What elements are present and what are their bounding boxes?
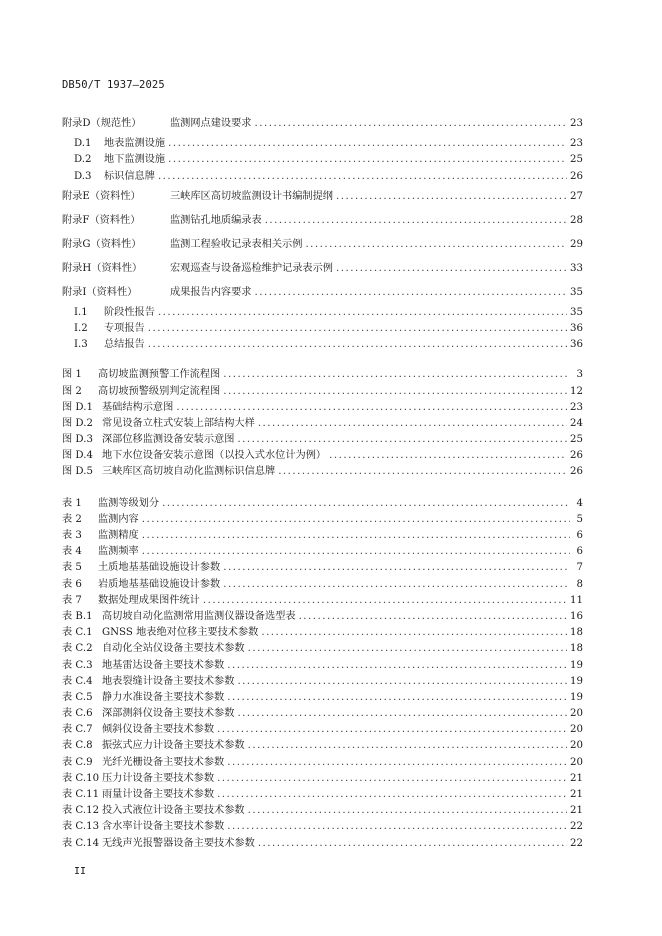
toc-dot-leader (142, 544, 570, 560)
toc-table-entry[interactable] (62, 560, 583, 576)
toc-entry-number: 表 C.4 (62, 675, 93, 687)
toc-entry-page: 24 (570, 417, 583, 429)
toc-entry-label (62, 281, 252, 305)
toc-entry-page: 6 (576, 530, 583, 541)
toc-dot-leader (223, 367, 570, 383)
toc-dot-leader (223, 577, 570, 593)
toc-entry-page: 8 (576, 578, 583, 590)
toc-appendix-entry[interactable] (62, 281, 583, 305)
toc-entry-title: 三峡库区高切坡自动化监测标识信息牌 (102, 466, 276, 478)
toc-entry-number: 表 3 (62, 530, 82, 541)
toc-entry-label (62, 641, 245, 657)
toc-dot-leader (158, 169, 567, 185)
toc-entry-number: 表 7 (62, 594, 82, 606)
toc-entry-number: 附录D（规范性） (62, 118, 142, 129)
toc-appendix-entry[interactable] (62, 209, 583, 233)
toc-entry-label (62, 233, 302, 257)
toc-entry-label (62, 416, 255, 432)
toc-entry-title: 地基雷达设备主要技术参数 (102, 659, 225, 671)
toc-appendix-entry[interactable] (62, 185, 583, 209)
toc-entry-title: 常见设备立柱式安装上部结构大样 (102, 417, 255, 429)
toc-entry-number: 表 6 (62, 578, 82, 590)
toc-appendix-entry[interactable] (62, 233, 583, 257)
toc-entry-page: 33 (570, 262, 583, 274)
toc-table-entry[interactable] (62, 495, 583, 511)
toc-entry-title: 监测频率 (98, 546, 139, 558)
toc-entry-page: 7 (576, 562, 583, 574)
toc-entry-title: 地下水位设备安装示意图（以投入式水位计为例） (102, 450, 327, 462)
toc-figure-entry[interactable] (62, 432, 583, 448)
toc-entry-label (62, 658, 224, 674)
toc-entry-number: 表 C.3 (62, 659, 93, 671)
toc-entry-number: 表 C.5 (62, 691, 93, 703)
toc-entry-label (62, 185, 333, 209)
toc-entry-number: 图 D.2 (62, 417, 93, 429)
toc-entry-label (62, 836, 255, 852)
toc-entry-number: 图 D.5 (62, 466, 93, 478)
toc-dot-leader (158, 305, 567, 321)
toc-entry-number: D.1 (74, 138, 92, 150)
toc-entry-title: 监测钻孔地质编录表 (170, 214, 262, 226)
toc-entry-title: 含水率计设备主要技术参数 (102, 821, 225, 833)
toc-dot-leader (168, 136, 567, 152)
toc-entry-title: 深部测斜仪设备主要技术参数 (102, 708, 235, 720)
toc-entry-number: 表 C.7 (62, 724, 93, 736)
toc-entry-title: 阶段性报告 (104, 306, 155, 318)
toc-entry-label (62, 305, 155, 321)
toc-entry-label (62, 625, 258, 641)
toc-entry-number: 表 C.6 (62, 708, 93, 720)
toc-figure-entry[interactable] (62, 367, 583, 383)
toc-entry-label (62, 722, 214, 738)
toc-dot-leader (237, 674, 567, 690)
toc-entry-page: 25 (570, 154, 583, 166)
toc-entry-title: 深部位移监测设备安装示意图 (102, 434, 235, 446)
toc-entry-label (62, 803, 245, 819)
toc-entry-page: 18 (570, 643, 583, 655)
toc-table-entry[interactable] (62, 819, 583, 835)
toc-entry-number: 表 4 (62, 546, 82, 558)
toc-entry-title: 总结报告 (104, 339, 145, 351)
toc-entry-number: 表 C.10 (62, 772, 100, 784)
toc-entry-page: 36 (570, 339, 583, 351)
toc-entry-title: 压力计设备主要技术参数 (102, 772, 215, 784)
toc-dot-leader (258, 836, 567, 852)
toc-entry-title: 基础结构示意图 (102, 401, 174, 413)
toc-entry-label (62, 152, 165, 168)
toc-subsection-entry[interactable] (62, 337, 583, 353)
toc-entry-label (62, 771, 214, 787)
toc-entry-number: 表 C.12 (62, 805, 100, 817)
toc-dot-leader (237, 432, 567, 448)
toc-entry-label (62, 593, 200, 609)
toc-entry-page: 21 (570, 772, 583, 784)
toc-entry-label (62, 819, 224, 835)
toc-entry-label (62, 512, 139, 528)
toc-entry-page: 16 (570, 610, 583, 622)
toc-entry-title: 专项报告 (104, 322, 145, 334)
toc-table-entry[interactable] (62, 576, 583, 592)
toc-entry-label (62, 384, 220, 400)
toc-entry-title: 监测等级划分 (98, 497, 160, 509)
toc-entry-title: 雨量计设备主要技术参数 (102, 789, 215, 800)
toc-entry-label (62, 321, 145, 337)
toc-entry-page: 20 (570, 756, 583, 768)
toc-entry-title: 无线声光报警器设备主要技术参数 (102, 837, 255, 849)
toc-figure-entry[interactable] (62, 448, 583, 464)
toc-dot-leader (227, 755, 567, 771)
toc-entry-page: 21 (570, 805, 583, 817)
toc-table-entry[interactable] (62, 706, 583, 722)
toc-dot-leader (148, 337, 567, 353)
toc-entry-title: 高切坡监测预警工作流程图 (98, 369, 221, 381)
toc-dot-leader (299, 609, 567, 625)
toc-entry-title: 监测网点建设要求 (170, 118, 252, 129)
toc-entry-number: 表 C.14 (62, 837, 100, 849)
toc-entry-page: 23 (570, 401, 583, 413)
toc-table-entry[interactable] (62, 609, 583, 625)
toc-table-entry[interactable] (62, 803, 583, 819)
toc-dot-leader (142, 512, 570, 528)
toc-entry-label (62, 169, 155, 185)
toc-entry-page: 35 (570, 306, 583, 318)
toc-table-entry[interactable] (62, 544, 583, 560)
toc-figure-entry[interactable] (62, 383, 583, 399)
toc-subsection-entry[interactable] (62, 321, 583, 337)
toc-entry-label (62, 496, 159, 512)
toc-entry-page: 26 (570, 450, 583, 462)
toc-dot-leader (265, 209, 567, 233)
toc-entry-number: 图 D.4 (62, 450, 93, 462)
toc-entry-title: 高切坡自动化监测常用监测仪器设备选型表 (102, 610, 296, 622)
toc-table-entry[interactable] (62, 787, 583, 803)
toc-entry-page: 23 (570, 138, 583, 150)
toc-dot-leader (248, 803, 567, 819)
toc-dot-leader (223, 384, 567, 400)
toc-entry-number: 附录I（资料性） (62, 286, 138, 298)
toc-entry-label (62, 112, 252, 136)
toc-entry-number: 图 D.1 (62, 401, 93, 413)
toc-figure-entry[interactable] (62, 464, 583, 480)
toc-dot-leader (261, 625, 567, 641)
toc-subsection-entry[interactable] (62, 168, 583, 184)
toc-entry-number: 表 C.13 (62, 821, 100, 833)
toc-table-entry[interactable] (62, 674, 583, 690)
toc-entry-number: 图 D.3 (62, 434, 93, 446)
toc-entry-label (62, 367, 220, 383)
toc-entry-page: 27 (570, 190, 583, 202)
document-code-header: DB50/T 1937—2025 (62, 79, 165, 91)
toc-entry-page: 4 (576, 497, 583, 509)
toc-entry-number: 附录G（资料性） (62, 238, 142, 250)
toc-entry-label (62, 577, 220, 593)
toc-entry-title: 三峡库区高切坡监测设计书编制提纲 (170, 190, 333, 202)
toc-entry-page: 20 (570, 740, 583, 752)
toc-appendix-entry[interactable] (62, 257, 583, 281)
toc-entry-label (62, 400, 173, 416)
toc-dot-leader (336, 257, 567, 281)
toc-dot-leader (148, 321, 567, 337)
toc-entry-page: 28 (570, 214, 583, 226)
toc-dot-leader (278, 464, 567, 480)
toc-entry-page: 29 (570, 238, 583, 250)
toc-dot-leader (217, 722, 567, 738)
toc-entry-title: 自动化全站仪设备主要技术参数 (102, 643, 245, 655)
toc-entry-title: 地表监测设施 (104, 138, 166, 150)
toc-entry-page: 36 (570, 322, 583, 334)
toc-dot-leader (255, 281, 568, 305)
toc-dot-leader (248, 738, 567, 754)
appendix-list (62, 112, 583, 353)
toc-entry-number: 图 1 (62, 369, 82, 381)
toc-entry-label (62, 432, 234, 448)
toc-dot-leader (217, 787, 567, 803)
toc-entry-label (62, 690, 224, 706)
toc-figure-entry[interactable] (62, 416, 583, 432)
toc-entry-label (62, 337, 145, 353)
toc-entry-title: 监测内容 (98, 513, 139, 525)
toc-entry-number: 表 C.11 (62, 789, 100, 800)
toc-entry-number: 表 C.1 (62, 627, 93, 639)
toc-entry-page: 11 (570, 594, 583, 606)
toc-entry-number: 表 C.9 (62, 756, 93, 768)
toc-dot-leader (176, 400, 567, 416)
toc-entry-label (62, 257, 333, 281)
toc-entry-number: 表 5 (62, 562, 82, 574)
toc-entry-label (62, 209, 262, 233)
toc-entry-page: 23 (570, 118, 583, 129)
toc-subsection-entry[interactable] (62, 136, 583, 152)
toc-entry-page: 18 (570, 627, 583, 639)
toc-entry-page: 19 (570, 691, 583, 703)
toc-entry-number: I.1 (74, 306, 88, 318)
table-list (62, 495, 583, 851)
toc-entry-title: 光纤光栅设备主要技术参数 (102, 756, 225, 768)
toc-entry-page: 20 (570, 708, 583, 720)
toc-entry-number: 表 1 (62, 497, 82, 509)
toc-entry-label (62, 755, 224, 771)
toc-table-entry[interactable] (62, 528, 583, 544)
toc-dot-leader (329, 448, 567, 464)
toc-entry-title: 监测工程验收记录表相关示例 (170, 238, 303, 250)
toc-entry-title: 地下监测设施 (104, 154, 166, 166)
toc-entry-number: 附录F（资料性） (62, 214, 141, 226)
toc-entry-title: 成果报告内容要求 (170, 286, 252, 298)
toc-entry-label (62, 609, 296, 625)
table-of-contents (62, 112, 583, 852)
page-number: II (74, 866, 87, 877)
toc-entry-title: 投入式液位计设备主要技术参数 (102, 805, 245, 817)
toc-dot-leader (227, 658, 567, 674)
toc-entry-number: D.2 (74, 154, 92, 166)
toc-entry-page: 22 (570, 821, 583, 833)
toc-dot-leader (248, 641, 567, 657)
toc-entry-number: D.3 (74, 170, 92, 182)
toc-appendix-entry[interactable] (62, 112, 583, 136)
toc-dot-leader (336, 185, 567, 209)
toc-dot-leader (223, 560, 570, 576)
toc-entry-title: 监测精度 (98, 530, 139, 541)
toc-entry-page: 26 (570, 466, 583, 478)
toc-dot-leader (255, 112, 568, 136)
toc-subsection-entry[interactable] (62, 305, 583, 321)
toc-entry-page: 5 (576, 513, 583, 525)
toc-dot-leader (162, 496, 570, 512)
toc-table-entry[interactable] (62, 835, 583, 851)
toc-entry-label (62, 787, 214, 803)
toc-table-entry[interactable] (62, 722, 583, 738)
toc-entry-label (62, 464, 275, 480)
toc-entry-label (62, 674, 234, 690)
toc-table-entry[interactable] (62, 657, 583, 673)
toc-entry-page: 6 (576, 546, 583, 558)
toc-table-entry[interactable] (62, 593, 583, 609)
toc-dot-leader (168, 152, 567, 168)
toc-table-entry[interactable] (62, 754, 583, 770)
toc-entry-title: 岩质地基基础设施设计参数 (98, 578, 221, 590)
toc-entry-page: 25 (570, 434, 583, 446)
toc-entry-label (62, 448, 326, 464)
toc-dot-leader (142, 528, 570, 544)
toc-entry-number: 附录E（资料性） (62, 190, 141, 202)
toc-subsection-entry[interactable] (62, 152, 583, 168)
toc-entry-number: 表 C.8 (62, 740, 93, 752)
toc-entry-label (62, 738, 245, 754)
toc-dot-leader (217, 771, 567, 787)
toc-entry-label (62, 528, 139, 544)
toc-entry-page: 20 (570, 724, 583, 736)
toc-entry-title: 高切坡预警级别判定流程图 (98, 385, 221, 397)
toc-entry-number: I.3 (74, 339, 88, 351)
toc-entry-title: 数据处理成果图件统计 (98, 594, 200, 606)
toc-entry-page: 3 (576, 369, 583, 381)
toc-table-entry[interactable] (62, 625, 583, 641)
toc-entry-page: 19 (570, 659, 583, 671)
toc-entry-page: 26 (570, 170, 583, 182)
toc-entry-title: 静力水准设备主要技术参数 (102, 691, 225, 703)
toc-dot-leader (203, 593, 567, 609)
toc-entry-title: 标识信息牌 (104, 170, 155, 182)
toc-entry-page: 22 (570, 837, 583, 849)
toc-table-entry[interactable] (62, 512, 583, 528)
toc-entry-page: 19 (570, 675, 583, 687)
toc-entry-title: 宏观巡查与设备巡检维护记录表示例 (170, 262, 333, 274)
toc-entry-number: 附录H（资料性） (62, 262, 143, 274)
toc-entry-label (62, 136, 165, 152)
toc-entry-number: 表 2 (62, 513, 82, 525)
toc-entry-title: 振弦式应力计设备主要技术参数 (102, 740, 245, 752)
toc-dot-leader (258, 416, 567, 432)
toc-entry-number: 表 C.2 (62, 643, 93, 655)
toc-table-entry[interactable] (62, 641, 583, 657)
toc-entry-page: 12 (570, 385, 583, 397)
toc-table-entry[interactable] (62, 690, 583, 706)
toc-dot-leader (237, 706, 567, 722)
toc-table-entry[interactable] (62, 771, 583, 787)
toc-table-entry[interactable] (62, 738, 583, 754)
toc-entry-title: GNSS 地表绝对位移主要技术参数 (102, 627, 259, 639)
toc-entry-number: 图 2 (62, 385, 82, 397)
toc-dot-leader (227, 819, 567, 835)
toc-dot-leader (227, 690, 567, 706)
toc-entry-title: 地表裂缝计设备主要技术参数 (102, 675, 235, 687)
toc-entry-page: 21 (570, 789, 583, 800)
figure-list (62, 367, 583, 480)
toc-entry-label (62, 706, 234, 722)
toc-entry-title: 倾斜仪设备主要技术参数 (102, 724, 215, 736)
toc-entry-number: 表 B.1 (62, 610, 93, 622)
toc-entry-label (62, 544, 139, 560)
toc-dot-leader (305, 233, 567, 257)
toc-entry-label (62, 560, 220, 576)
toc-entry-number: I.2 (74, 322, 88, 334)
toc-entry-page: 35 (570, 286, 583, 298)
toc-figure-entry[interactable] (62, 400, 583, 416)
toc-entry-title: 土质地基基础设施设计参数 (98, 562, 221, 574)
